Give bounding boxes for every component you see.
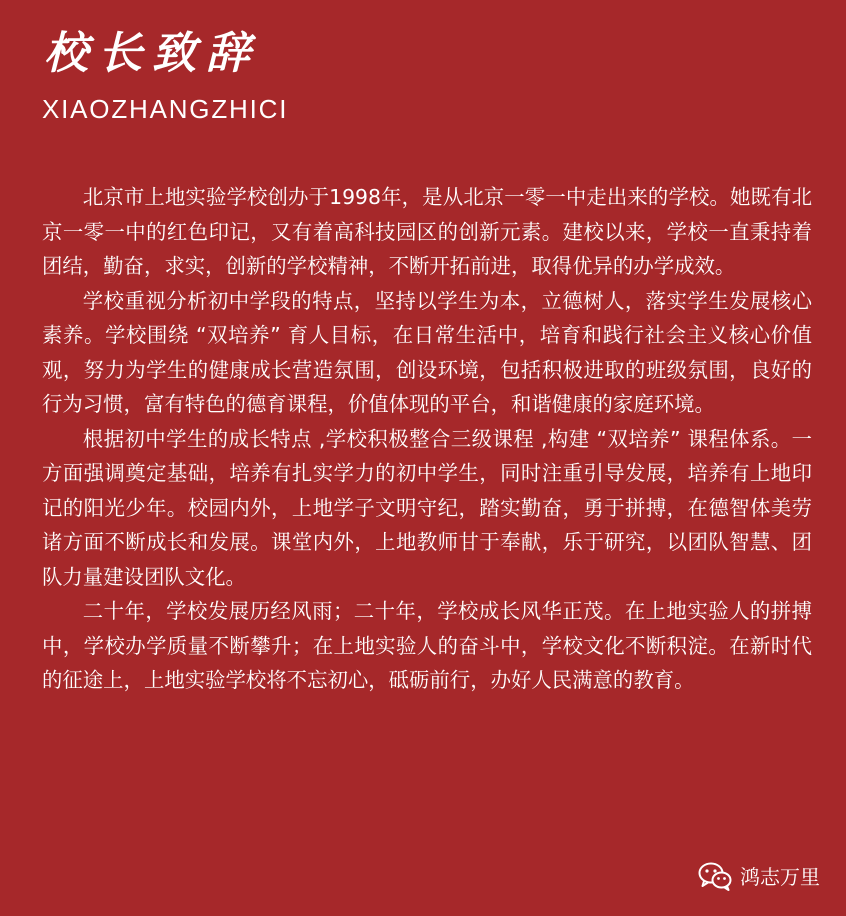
page-title: 校长致辞 <box>44 28 260 79</box>
paragraph: 学校重视分析初中学段的特点，坚持以学生为本，立德树人，落实学生发展核心素养。学校围绕 “双培养” 育人目标，在日常生活中，培育和践行社会主义核心价值观，努力为学生的健康成长营造氛围，创设环境，包括积极进取的班级氛围，良好的行为习惯，富有特色的德育课程，价值体现的平台，和谐健康的家庭环境。 <box>42 288 812 416</box>
paragraph: 二十年，学校发展历经风雨；二十年，学校成长风华正茂。在上地实验人的拼搏中，学校办学质量不断攀升；在上地实验人的奋斗中，学校文化不断积淀。在新时代的征途上，上地实验学校将不忘初心，砥砺前行，办好人民满意的教育。 <box>42 599 812 692</box>
watermark-text: 鸿志万里 <box>740 865 820 889</box>
account-watermark <box>698 862 820 892</box>
page-subtitle: XIAOZHANGZHICI <box>42 94 289 124</box>
wechat-icon <box>698 862 732 892</box>
paragraph: 根据初中学生的成长特点 ,学校积极整合三级课程 ,构建 “双培养” 课程体系。一方面强调奠定基础，培养有扎实学力的初中学生，同时注重引导发展，培养有上地印记的阳光少年。校园内外，上地学子文明守纪，踏实勤奋，勇于拼搏，在德智体美劳诸方面不断成长和发展。课堂内外，上地教师甘于奉献，乐于研究，以团队智慧、团队力量建设团队文化。 <box>42 426 812 589</box>
paragraph: 北京市上地实验学校创办于1998年，是从北京一零一中走出来的学校。她既有北京一零一中的红色印记，又有着高科技园区的创新元素。建校以来，学校一直秉持着团结，勤奋，求实，创新的学校精神，不断开拓前进，取得优异的办学成效。 <box>42 185 812 278</box>
message-body <box>42 180 812 698</box>
